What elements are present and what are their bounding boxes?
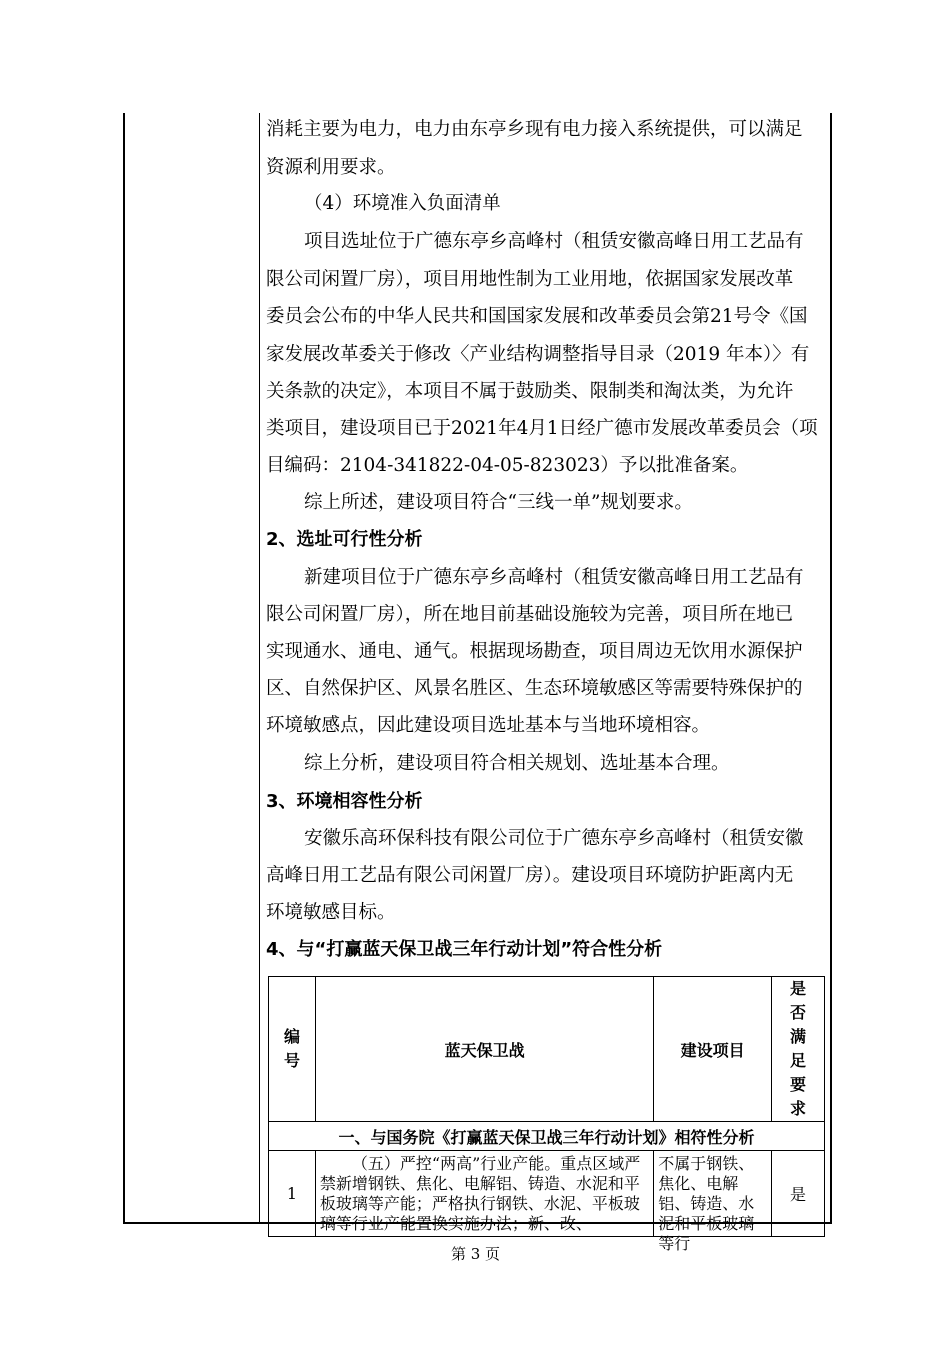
page-number: 第 3 页 [450,1245,501,1263]
paragraph-line: 综上分析，建设项目符合相关规划、选址基本合理。 [304,753,730,774]
left-column [125,113,260,1222]
row-satisfied: 是 [772,1151,825,1237]
row-number: 1 [269,1151,316,1237]
row-policy: （五）严控“两高”行业产能。重点区域严禁新增钢铁、焦化、电解铝、铸造、水泥和平板玻璃等产能；严格执行钢铁、水泥、平板玻璃等行业产能置换实施办法；新、改、 [315,1151,653,1237]
paragraph-line: 类项目，建设项目已于2021年4月1日经广德市发展改革委员会（项 [266,418,818,439]
table-section-title: 一、与国务院《打赢蓝天保卫战三年行动计划》相符性分析 [269,1122,825,1151]
table-row [269,1151,825,1237]
row-project: 不属于钢铁、焦化、电解铝、铸造、水泥和平板玻璃等行 [654,1151,772,1237]
header-project: 建设项目 [654,977,772,1122]
paragraph-line: 安徽乐高环保科技有限公司位于广德东亭乡高峰村（租赁安徽 [304,828,804,849]
section-heading: 2、选址可行性分析 [266,529,423,550]
paragraph-line: 资源利用要求。 [266,157,396,178]
paragraph-line: 限公司闲置厂房），所在地目前基础设施较为完善，项目所在地已 [266,604,794,625]
paragraph-line: 项目选址位于广德东亭乡高峰村（租赁安徽高峰日用工艺品有 [304,231,804,252]
paragraph-line: 高峰日用工艺品有限公司闲置厂房）。建设项目环境防护距离内无 [266,865,794,886]
paragraph-line: 家发展改革委关于修改〈产业结构调整指导目录（2019 年本）〉有 [266,344,810,365]
paragraph-line: 环境敏感点，因此建设项目选址基本与当地环境相容。 [266,715,711,736]
header-policy: 蓝天保卫战 [315,977,653,1122]
paragraph-line: 环境敏感目标。 [266,902,396,923]
header-satisfied: 是否满足要求 [772,977,825,1122]
paragraph-line: 委员会公布的中华人民共和国国家发展和改革委员会第21号令《国 [266,306,808,327]
paragraph-line: 实现通水、通电、通气。根据现场勘查，项目周边无饮用水源保护 [266,641,803,662]
paragraph-line: 综上所述，建设项目符合“三线一单”规划要求。 [304,492,693,513]
paragraph-line: 关条款的决定》，本项目不属于鼓励类、限制类和淘汰类，为允许 [266,381,794,402]
paragraph-line: 消耗主要为电力，电力由东亭乡现有电力接入系统提供，可以满足 [266,119,803,140]
compliance-table [268,976,825,1253]
header-number: 编号 [269,977,316,1122]
document-frame [123,113,832,1253]
section-heading: 4、与“打赢蓝天保卫战三年行动计划”符合性分析 [266,939,663,960]
subsection-heading: （4）环境准入负面清单 [304,193,501,214]
paragraph-line: 新建项目位于广德东亭乡高峰村（租赁安徽高峰日用工艺品有 [304,567,804,588]
paragraph-line: 区、自然保护区、风景名胜区、生态环境敏感区等需要特殊保护的 [266,678,803,699]
section-heading: 3、环境相容性分析 [266,791,423,812]
paragraph-line: 限公司闲置厂房），项目用地性制为工业用地，依据国家发展改革 [266,269,794,290]
paragraph-line: 目编码：2104-341822-04-05-823023）予以批准备案。 [266,455,749,476]
